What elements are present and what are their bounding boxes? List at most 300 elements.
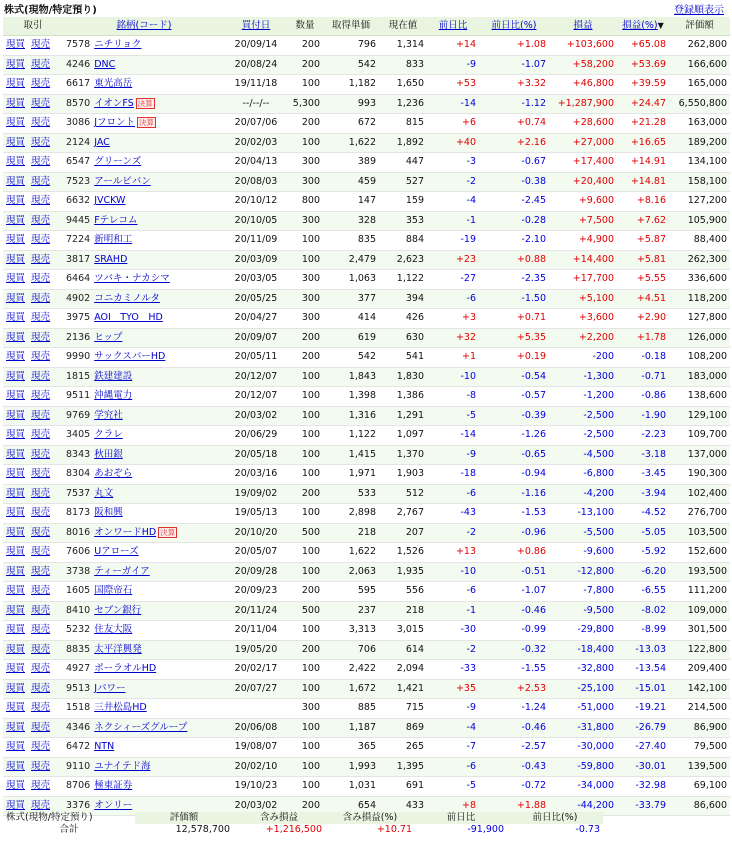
sell-link[interactable]: 現売 [31, 780, 51, 792]
current-price: 1,291 [379, 406, 427, 426]
cost-price: 1,993 [323, 757, 379, 777]
buy-link[interactable]: 現買 [6, 136, 26, 148]
day-change-pct: -1.24 [479, 699, 549, 719]
profit-loss-pct: -27.40 [617, 738, 669, 758]
cost-price: 1,031 [323, 777, 379, 797]
issue-code: 8570 [66, 97, 91, 109]
cost-price: 533 [323, 484, 379, 504]
buy-link[interactable]: 現買 [6, 565, 26, 577]
issue-name-link[interactable]: クラレ [94, 429, 123, 441]
issue-cell [63, 523, 225, 543]
profit-loss-pct: -32.98 [617, 777, 669, 797]
profit-loss-pct: +5.87 [617, 231, 669, 251]
issue-name-link[interactable]: 丸文 [94, 487, 114, 499]
issue-name-link[interactable]: JVCKW [94, 195, 126, 207]
profit-loss-pct: -2.23 [617, 426, 669, 446]
table-row [3, 270, 730, 290]
issue-cell [63, 679, 225, 699]
market-value: 88,400 [669, 231, 730, 251]
issue-name-link[interactable]: 秋田銀 [94, 448, 123, 460]
issue-name-link[interactable]: グリーンズ [94, 156, 142, 168]
buy-link[interactable]: 現買 [6, 273, 26, 285]
issue-code: 7523 [66, 175, 91, 187]
sort-issue-link[interactable]: 銘柄(コード) [116, 20, 172, 31]
trade-cell [3, 543, 63, 563]
buy-link[interactable]: 現買 [6, 448, 26, 460]
current-price: 159 [379, 192, 427, 212]
issue-cell [63, 133, 225, 153]
issue-name-link[interactable]: 阪和興 [94, 507, 123, 519]
table-row [3, 367, 730, 387]
buy-link[interactable]: 現買 [6, 97, 26, 109]
buy-link[interactable]: 現買 [6, 624, 26, 636]
table-row [3, 231, 730, 251]
cost-price: 377 [323, 289, 379, 309]
buy-link[interactable]: 現買 [6, 390, 26, 402]
buy-link[interactable]: 現買 [6, 78, 26, 90]
buy-link[interactable]: 現買 [6, 214, 26, 226]
issue-name-link[interactable]: 太平洋興発 [94, 643, 142, 655]
buy-link[interactable]: 現買 [6, 175, 26, 187]
sell-link[interactable]: 現売 [31, 760, 51, 772]
quantity: 100 [287, 504, 323, 524]
buy-link[interactable]: 現買 [6, 351, 26, 363]
day-change: -14 [427, 94, 479, 114]
buy-date: 19/11/18 [225, 75, 287, 95]
issue-name-link[interactable]: Jフロント [94, 117, 135, 129]
quantity: 200 [287, 640, 323, 660]
table-row [3, 36, 730, 56]
issue-name-link[interactable]: ヒップ [94, 331, 123, 343]
day-change-pct: -0.46 [479, 718, 549, 738]
day-change: +8 [427, 796, 479, 816]
page-title: 株式(現物/特定預り) [4, 5, 97, 16]
table-row [3, 738, 730, 758]
current-price: 815 [379, 114, 427, 134]
issue-name-link[interactable]: 東光高岳 [94, 78, 133, 90]
trade-cell [3, 523, 63, 543]
buy-link[interactable]: 現買 [6, 487, 26, 499]
issue-name-link[interactable]: Uアローズ [94, 546, 139, 558]
buy-link[interactable]: 現買 [6, 39, 26, 51]
summary-header-chg: 前日比 [415, 812, 507, 824]
buy-date: 20/05/18 [225, 445, 287, 465]
buy-date: 20/03/02 [225, 406, 287, 426]
table-row [3, 348, 730, 368]
issue-name-link[interactable]: DNC [94, 58, 116, 70]
summary-total-pl-pct: +10.71 [376, 824, 412, 835]
cost-price: 1,316 [323, 406, 379, 426]
sell-link[interactable]: 現売 [31, 565, 51, 577]
sell-link[interactable]: 現売 [31, 526, 51, 538]
buy-link[interactable]: 現買 [6, 780, 26, 792]
buy-link[interactable]: 現買 [6, 507, 26, 519]
day-change: -6 [427, 582, 479, 602]
col-header-cost: 取得単価 [323, 17, 379, 36]
sell-link[interactable]: 現売 [31, 370, 51, 382]
col-header-change[interactable] [427, 17, 479, 36]
quantity: 100 [287, 543, 323, 563]
day-change-pct: +1.88 [479, 796, 549, 816]
issue-code: 3817 [66, 253, 91, 265]
sell-link[interactable]: 現売 [31, 604, 51, 616]
cost-price: 414 [323, 309, 379, 329]
table-row [3, 172, 730, 192]
day-change: -2 [427, 523, 479, 543]
buy-link[interactable]: 現買 [6, 331, 26, 343]
sell-link[interactable]: 現売 [31, 487, 51, 499]
issue-name-link[interactable]: 三井松島HD [94, 702, 147, 714]
issue-code: 6547 [66, 156, 91, 168]
issue-name-link[interactable]: セブン銀行 [94, 604, 142, 616]
col-header-trade: 取引 [3, 17, 63, 36]
profit-loss: -1,300 [549, 367, 617, 387]
profit-loss: +103,600 [549, 36, 617, 56]
issue-cell [63, 309, 225, 329]
buy-link[interactable]: 現買 [6, 526, 26, 538]
sell-link[interactable]: 現売 [31, 234, 51, 246]
quantity: 100 [287, 757, 323, 777]
cost-price: 2,898 [323, 504, 379, 524]
issue-name-link[interactable]: JAC [94, 136, 110, 148]
issue-name-link[interactable]: サックスバーHD [94, 351, 166, 363]
sell-link[interactable]: 現売 [31, 643, 51, 655]
sell-link[interactable]: 現売 [31, 390, 51, 402]
issue-name-link[interactable]: ユナイテド海 [94, 760, 151, 772]
trade-cell [3, 153, 63, 173]
buy-link[interactable]: 現買 [6, 760, 26, 772]
issue-cell [63, 445, 225, 465]
buy-link[interactable]: 現買 [6, 312, 26, 324]
issue-cell [63, 757, 225, 777]
summary-total-value: 12,578,700 [175, 824, 230, 835]
sell-link[interactable]: 現売 [31, 331, 51, 343]
buy-date: 20/10/12 [225, 192, 287, 212]
quantity: 100 [287, 75, 323, 95]
profit-loss: +17,700 [549, 270, 617, 290]
market-value: 102,400 [669, 484, 730, 504]
issue-cell [63, 699, 225, 719]
market-value: 103,500 [669, 523, 730, 543]
day-change-pct: -0.96 [479, 523, 549, 543]
buy-link[interactable]: 現買 [6, 370, 26, 382]
issue-cell [63, 484, 225, 504]
issue-code: 6472 [66, 741, 91, 753]
issue-name-link[interactable]: 鉄建建設 [94, 370, 133, 382]
buy-date [225, 699, 287, 719]
buy-link[interactable]: 現買 [6, 741, 26, 753]
cost-price: 542 [323, 55, 379, 75]
table-row [3, 55, 730, 75]
buy-date: 20/06/29 [225, 426, 287, 446]
sort-change-pct-link[interactable]: 前日比(%) [491, 20, 537, 31]
issue-name-link[interactable]: 国際帝石 [94, 585, 133, 597]
current-price: 1,395 [379, 757, 427, 777]
sell-link[interactable]: 現売 [31, 702, 51, 714]
buy-link[interactable]: 現買 [6, 156, 26, 168]
profit-loss: -13,100 [549, 504, 617, 524]
profit-loss-pct: +8.16 [617, 192, 669, 212]
buy-link[interactable]: 現買 [6, 799, 26, 811]
quantity: 100 [287, 562, 323, 582]
day-change-pct: -1.16 [479, 484, 549, 504]
buy-link[interactable]: 現買 [6, 468, 26, 480]
buy-link[interactable]: 現買 [6, 663, 26, 675]
sell-link[interactable]: 現売 [31, 312, 51, 324]
issue-code: 8343 [66, 448, 91, 460]
market-value: 86,600 [669, 796, 730, 816]
day-change: -27 [427, 270, 479, 290]
buy-date: 20/05/07 [225, 543, 287, 563]
trade-cell [3, 348, 63, 368]
market-value: 166,600 [669, 55, 730, 75]
market-value: 69,100 [669, 777, 730, 797]
profit-loss: +3,600 [549, 309, 617, 329]
sell-link[interactable]: 現売 [31, 273, 51, 285]
cost-price: 1,063 [323, 270, 379, 290]
buy-date: 20/06/08 [225, 718, 287, 738]
issue-name-link[interactable]: Fテレコム [94, 214, 138, 226]
issue-name-link[interactable]: コニカミノルタ [94, 292, 160, 304]
col-header-value: 評価額 [669, 17, 730, 36]
col-header-buy-date[interactable] [225, 17, 287, 36]
sell-link[interactable]: 現売 [31, 214, 51, 226]
issue-name-link[interactable]: オンリー [94, 799, 133, 811]
buy-link[interactable]: 現買 [6, 409, 26, 421]
issue-cell [63, 328, 225, 348]
sell-link[interactable]: 現売 [31, 585, 51, 597]
buy-link[interactable]: 現買 [6, 195, 26, 207]
sell-link[interactable]: 現売 [31, 468, 51, 480]
current-price: 614 [379, 640, 427, 660]
day-change-pct: -2.45 [479, 192, 549, 212]
market-value: 262,800 [669, 36, 730, 56]
summary-label: 株式(現物/特定預り) [6, 812, 93, 823]
current-price: 207 [379, 523, 427, 543]
current-price: 3,015 [379, 621, 427, 641]
sell-link[interactable]: 現売 [31, 351, 51, 363]
profit-loss-pct: -26.79 [617, 718, 669, 738]
sell-link[interactable]: 現売 [31, 663, 51, 675]
day-change: -1 [427, 211, 479, 231]
current-price: 426 [379, 309, 427, 329]
current-price: 265 [379, 738, 427, 758]
issue-name-link[interactable]: 沖縄電力 [94, 390, 133, 402]
cost-price: 459 [323, 172, 379, 192]
table-row [3, 543, 730, 563]
day-change: +40 [427, 133, 479, 153]
issue-name-link[interactable]: ティーガイア [94, 565, 150, 577]
buy-link[interactable]: 現買 [6, 546, 26, 558]
trade-cell [3, 504, 63, 524]
buy-link[interactable]: 現買 [6, 429, 26, 441]
sell-link[interactable]: 現売 [31, 292, 51, 304]
cost-price: 2,063 [323, 562, 379, 582]
current-price: 1,236 [379, 94, 427, 114]
sell-link[interactable]: 現売 [31, 682, 51, 694]
buy-link[interactable]: 現買 [6, 604, 26, 616]
issue-cell [63, 36, 225, 56]
profit-loss-pct: -8.99 [617, 621, 669, 641]
issue-code: 7224 [66, 234, 91, 246]
profit-loss: +17,400 [549, 153, 617, 173]
profit-loss-pct: +1.78 [617, 328, 669, 348]
sell-link[interactable]: 現売 [31, 39, 51, 51]
day-change-pct: -0.54 [479, 367, 549, 387]
issue-name-link[interactable]: 住友大阪 [94, 624, 133, 636]
day-change: -9 [427, 699, 479, 719]
quantity: 200 [287, 36, 323, 56]
sell-link[interactable]: 現売 [31, 624, 51, 636]
market-value: 139,500 [669, 757, 730, 777]
issue-name-link[interactable]: 極東証券 [94, 780, 133, 792]
sell-link[interactable]: 現売 [31, 799, 51, 811]
buy-link[interactable]: 現買 [6, 234, 26, 246]
buy-date: 20/02/17 [225, 660, 287, 680]
buy-date: 20/07/06 [225, 114, 287, 134]
day-change: -10 [427, 562, 479, 582]
issue-name-link[interactable]: アールビバン [94, 175, 151, 187]
sell-link[interactable]: 現売 [31, 429, 51, 441]
day-change: +14 [427, 36, 479, 56]
trade-cell [3, 172, 63, 192]
buy-link[interactable]: 現買 [6, 643, 26, 655]
day-change: -8 [427, 387, 479, 407]
profit-loss: -25,100 [549, 679, 617, 699]
issue-name-link[interactable]: ポーラオルHD [94, 663, 157, 675]
buy-link[interactable]: 現買 [6, 292, 26, 304]
sell-link[interactable]: 現売 [31, 136, 51, 148]
cost-price: 835 [323, 231, 379, 251]
buy-date: 20/03/16 [225, 465, 287, 485]
issue-name-link[interactable]: ネクシィーズグループ [94, 721, 188, 733]
sell-link[interactable]: 現売 [31, 409, 51, 421]
profit-loss-pct: -5.92 [617, 543, 669, 563]
issue-code: 7578 [66, 39, 91, 51]
buy-date: 20/07/27 [225, 679, 287, 699]
current-price: 447 [379, 153, 427, 173]
profit-loss-pct: -0.71 [617, 367, 669, 387]
trade-cell [3, 445, 63, 465]
sort-pl-pct-link[interactable]: 損益(%) [622, 20, 658, 31]
buy-link[interactable]: 現買 [6, 721, 26, 733]
quantity: 300 [287, 172, 323, 192]
issue-name-link[interactable]: 新明和工 [94, 234, 133, 246]
sell-link[interactable]: 現売 [31, 195, 51, 207]
sell-link[interactable]: 現売 [31, 58, 51, 70]
trade-cell [3, 426, 63, 446]
issue-cell [63, 211, 225, 231]
issue-name-link[interactable]: ツバキ・ナカシマ [94, 273, 170, 285]
market-value: 189,200 [669, 133, 730, 153]
profit-loss-pct: -3.45 [617, 465, 669, 485]
summary-header-chg-pct: 前日比(%) [507, 812, 603, 824]
issue-cell [63, 250, 225, 270]
sell-link[interactable]: 現売 [31, 741, 51, 753]
market-value: 193,500 [669, 562, 730, 582]
issue-name-link[interactable]: AOI TYO HD [94, 312, 163, 324]
sort-change-link[interactable]: 前日比 [438, 20, 468, 31]
issue-name-link[interactable]: イオンFS [94, 97, 134, 109]
day-change: -19 [427, 231, 479, 251]
quantity: 300 [287, 289, 323, 309]
col-header-pl[interactable] [549, 17, 617, 36]
sell-link[interactable]: 現売 [31, 117, 51, 129]
issue-code: 8016 [66, 526, 91, 538]
buy-link[interactable]: 現買 [6, 682, 26, 694]
sort-buy-date-link[interactable]: 買付日 [241, 20, 271, 31]
cost-price: 328 [323, 211, 379, 231]
buy-link[interactable]: 現買 [6, 58, 26, 70]
sell-link[interactable]: 現売 [31, 546, 51, 558]
issue-cell [63, 348, 225, 368]
sell-link[interactable]: 現売 [31, 175, 51, 187]
buy-link[interactable]: 現買 [6, 117, 26, 129]
col-header-change-pct[interactable] [479, 17, 549, 36]
current-price: 869 [379, 718, 427, 738]
issue-name-link[interactable]: オンワードHD [94, 526, 157, 538]
sell-link[interactable]: 現売 [31, 721, 51, 733]
profit-loss-pct: -13.03 [617, 640, 669, 660]
profit-loss: -200 [549, 348, 617, 368]
sell-link[interactable]: 現売 [31, 507, 51, 519]
issue-name-link[interactable]: 学究社 [94, 409, 123, 421]
issue-name-link[interactable]: Jパワー [94, 682, 126, 694]
sell-link[interactable]: 現売 [31, 448, 51, 460]
issue-code: 1605 [66, 585, 91, 597]
trade-cell [3, 94, 63, 114]
day-change-pct: -2.57 [479, 738, 549, 758]
table-row [3, 601, 730, 621]
col-header-pl-pct[interactable] [617, 17, 669, 36]
issue-name-link[interactable]: ニチリョク [94, 39, 142, 51]
issue-name-link[interactable]: あおぞら [94, 468, 133, 480]
market-value: 336,600 [669, 270, 730, 290]
market-value: 129,100 [669, 406, 730, 426]
profit-loss: -9,500 [549, 601, 617, 621]
summary-header-pl: 含み損益 [233, 812, 325, 824]
sell-link[interactable]: 現売 [31, 156, 51, 168]
current-price: 353 [379, 211, 427, 231]
issue-cell [63, 738, 225, 758]
col-header-issue[interactable] [63, 17, 225, 36]
buy-link[interactable]: 現買 [6, 253, 26, 265]
profit-loss-pct: -3.18 [617, 445, 669, 465]
day-change-pct: -0.99 [479, 621, 549, 641]
sell-link[interactable]: 現売 [31, 253, 51, 265]
issue-cell [63, 114, 225, 134]
issue-name-link[interactable]: NTN [94, 741, 115, 753]
market-value: 142,100 [669, 679, 730, 699]
cost-price: 1,843 [323, 367, 379, 387]
sort-pl-link[interactable]: 損益 [573, 20, 593, 31]
register-order-link[interactable]: 登録順表示 [674, 5, 724, 16]
day-change: -18 [427, 465, 479, 485]
trade-cell [3, 250, 63, 270]
issue-name-link[interactable]: SRAHD [94, 253, 128, 265]
quantity: 5,300 [287, 94, 323, 114]
summary-header-pl-pct: 含み損益(%) [325, 812, 415, 824]
sell-link[interactable]: 現売 [31, 97, 51, 109]
buy-link[interactable]: 現買 [6, 585, 26, 597]
buy-link[interactable]: 現買 [6, 702, 26, 714]
issue-code: 8410 [66, 604, 91, 616]
quantity: 100 [287, 777, 323, 797]
sell-link[interactable]: 現売 [31, 78, 51, 90]
cost-price: 365 [323, 738, 379, 758]
profit-loss: -4,200 [549, 484, 617, 504]
profit-loss-pct: -4.52 [617, 504, 669, 524]
